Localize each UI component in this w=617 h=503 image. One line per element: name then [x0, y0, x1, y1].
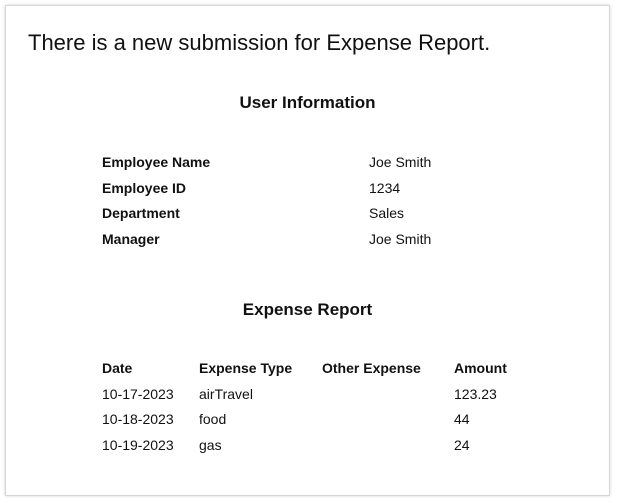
- info-value: Joe Smith: [369, 154, 432, 170]
- email-card: [5, 5, 610, 496]
- info-label: Manager: [102, 231, 160, 247]
- cell-date: 10-17-2023: [102, 386, 174, 402]
- info-label: Employee Name: [102, 154, 211, 170]
- expense-report-title: Expense Report: [242, 300, 373, 319]
- cell-amount: 44: [454, 411, 470, 427]
- column-header-date: Date: [102, 360, 133, 376]
- info-value: 1234: [369, 180, 401, 196]
- cell-amount: 24: [454, 437, 470, 453]
- cell-amount: 123.23: [454, 386, 497, 402]
- info-label: Department: [102, 205, 180, 221]
- column-header-other-expense: Other Expense: [322, 360, 421, 376]
- cell-expense-type: gas: [199, 437, 222, 453]
- cell-date: 10-18-2023: [102, 411, 174, 427]
- info-label: Employee ID: [102, 180, 187, 196]
- info-value: Joe Smith: [369, 231, 432, 247]
- info-value: Sales: [369, 205, 405, 221]
- cell-date: 10-19-2023: [102, 437, 174, 453]
- column-header-expense-type: Expense Type: [199, 360, 293, 376]
- column-header-amount: Amount: [454, 360, 507, 376]
- cell-expense-type: food: [199, 411, 227, 427]
- intro-message: There is a new submission for Expense Report.: [28, 30, 491, 55]
- user-information-title: User Information: [239, 93, 376, 112]
- cell-expense-type: airTravel: [199, 386, 253, 402]
